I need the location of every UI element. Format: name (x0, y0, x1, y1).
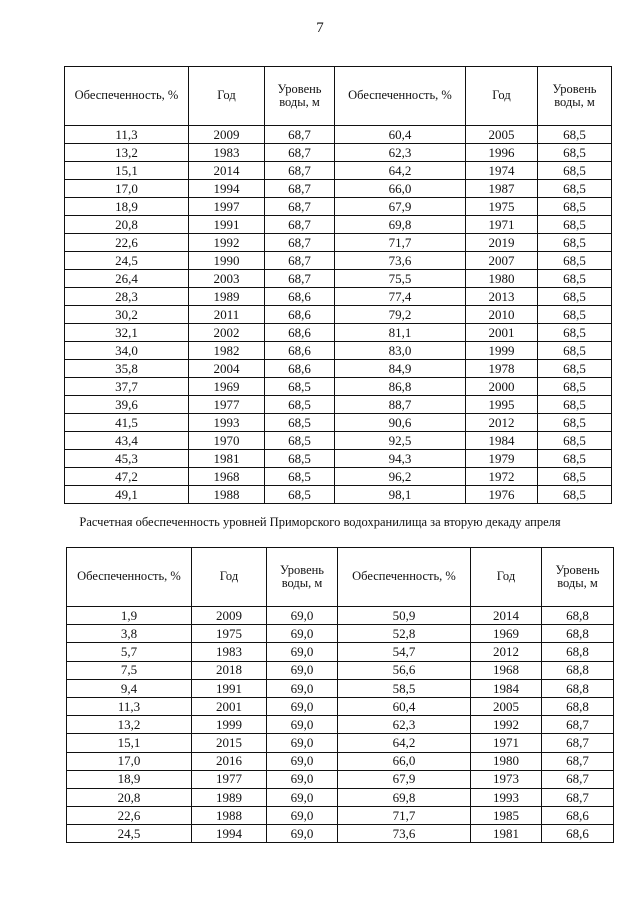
cell-water-level: 69,0 (267, 752, 338, 770)
table-row (65, 288, 612, 306)
cell-probability: 81,1 (335, 324, 466, 342)
cell-year: 1984 (466, 432, 538, 450)
cell-year: 1972 (466, 468, 538, 486)
cell-probability: 22,6 (67, 807, 192, 825)
cell-year: 2000 (466, 378, 538, 396)
cell-year: 1978 (466, 360, 538, 378)
table-row (65, 216, 612, 234)
cell-year: 2002 (189, 324, 265, 342)
cell-probability: 49,1 (65, 486, 189, 504)
header-probability: Обеспеченность, % (65, 67, 189, 126)
cell-water-level: 68,5 (538, 360, 612, 378)
cell-year: 2012 (471, 643, 542, 661)
cell-water-level: 68,7 (265, 216, 335, 234)
cell-year: 2018 (192, 661, 267, 679)
cell-water-level: 69,0 (267, 734, 338, 752)
cell-water-level: 68,7 (265, 126, 335, 144)
header-year: Год (189, 67, 265, 126)
cell-year: 2012 (466, 414, 538, 432)
cell-probability: 86,8 (335, 378, 466, 396)
header-probability: Обеспеченность, % (67, 548, 192, 607)
cell-probability: 67,9 (335, 198, 466, 216)
table-row (65, 234, 612, 252)
cell-year: 1984 (471, 679, 542, 697)
table-row (65, 360, 612, 378)
cell-probability: 62,3 (338, 716, 471, 734)
cell-probability: 43,4 (65, 432, 189, 450)
cell-water-level: 68,8 (542, 697, 614, 715)
table-row (65, 252, 612, 270)
cell-water-level: 68,5 (265, 468, 335, 486)
cell-water-level: 68,5 (265, 486, 335, 504)
cell-probability: 64,2 (335, 162, 466, 180)
table-header-row (67, 548, 614, 607)
cell-year: 1974 (466, 162, 538, 180)
cell-year: 1980 (471, 752, 542, 770)
cell-water-level: 69,0 (267, 607, 338, 625)
table-row (65, 162, 612, 180)
cell-water-level: 68,7 (542, 752, 614, 770)
cell-probability: 7,5 (67, 661, 192, 679)
cell-year: 1988 (192, 807, 267, 825)
cell-probability: 9,4 (67, 679, 192, 697)
cell-water-level: 68,5 (538, 324, 612, 342)
table-row (65, 378, 612, 396)
cell-probability: 50,9 (338, 607, 471, 625)
cell-year: 1989 (192, 788, 267, 806)
cell-water-level: 69,0 (267, 788, 338, 806)
cell-probability: 64,2 (338, 734, 471, 752)
cell-water-level: 68,7 (542, 788, 614, 806)
cell-year: 2005 (466, 126, 538, 144)
cell-water-level: 68,8 (542, 643, 614, 661)
cell-year: 1968 (189, 468, 265, 486)
cell-water-level: 68,5 (538, 216, 612, 234)
cell-year: 1999 (192, 716, 267, 734)
cell-probability: 13,2 (67, 716, 192, 734)
cell-probability: 88,7 (335, 396, 466, 414)
table-caption: Расчетная обеспеченность уровней Приморского водохранилища за вторую декаду апреля (79, 515, 561, 529)
cell-probability: 69,8 (338, 788, 471, 806)
cell-year: 1977 (189, 396, 265, 414)
cell-year: 2014 (471, 607, 542, 625)
header-water-level: Уровень воды, м (542, 548, 614, 607)
cell-water-level: 69,0 (267, 807, 338, 825)
cell-water-level: 68,7 (265, 162, 335, 180)
cell-probability: 71,7 (335, 234, 466, 252)
cell-water-level: 69,0 (267, 716, 338, 734)
cell-water-level: 68,6 (265, 306, 335, 324)
cell-water-level: 68,8 (542, 607, 614, 625)
cell-probability: 26,4 (65, 270, 189, 288)
cell-water-level: 68,5 (538, 468, 612, 486)
cell-water-level: 69,0 (267, 770, 338, 788)
cell-year: 2001 (192, 697, 267, 715)
header-probability: Обеспеченность, % (335, 67, 466, 126)
cell-probability: 98,1 (335, 486, 466, 504)
cell-probability: 75,5 (335, 270, 466, 288)
cell-year: 1981 (189, 450, 265, 468)
cell-year: 1991 (189, 216, 265, 234)
table-row (65, 414, 612, 432)
cell-probability: 17,0 (67, 752, 192, 770)
header-water-level: Уровень воды, м (267, 548, 338, 607)
cell-water-level: 69,0 (267, 643, 338, 661)
cell-probability: 66,0 (338, 752, 471, 770)
cell-water-level: 68,5 (538, 414, 612, 432)
cell-water-level: 68,7 (265, 198, 335, 216)
cell-probability: 58,5 (338, 679, 471, 697)
cell-probability: 18,9 (67, 770, 192, 788)
cell-water-level: 68,5 (538, 270, 612, 288)
cell-year: 1999 (466, 342, 538, 360)
cell-probability: 96,2 (335, 468, 466, 486)
water-level-table-2 (66, 547, 614, 843)
cell-water-level: 68,6 (265, 288, 335, 306)
cell-year: 1976 (466, 486, 538, 504)
header-year: Год (471, 548, 542, 607)
cell-year: 1975 (466, 198, 538, 216)
cell-probability: 79,2 (335, 306, 466, 324)
cell-water-level: 68,6 (265, 342, 335, 360)
cell-probability: 28,3 (65, 288, 189, 306)
cell-probability: 32,1 (65, 324, 189, 342)
cell-water-level: 68,5 (538, 162, 612, 180)
cell-year: 2019 (466, 234, 538, 252)
header-water-level: Уровень воды, м (265, 67, 335, 126)
table-row (67, 807, 614, 825)
cell-probability: 11,3 (67, 697, 192, 715)
cell-water-level: 68,5 (538, 198, 612, 216)
cell-year: 1982 (189, 342, 265, 360)
table-row (67, 643, 614, 661)
cell-probability: 18,9 (65, 198, 189, 216)
cell-probability: 84,9 (335, 360, 466, 378)
table-row (67, 825, 614, 843)
cell-probability: 60,4 (338, 697, 471, 715)
cell-probability: 20,8 (67, 788, 192, 806)
cell-water-level: 69,0 (267, 679, 338, 697)
cell-probability: 90,6 (335, 414, 466, 432)
cell-year: 1987 (466, 180, 538, 198)
cell-year: 2003 (189, 270, 265, 288)
cell-probability: 39,6 (65, 396, 189, 414)
table-row (65, 270, 612, 288)
cell-probability: 1,9 (67, 607, 192, 625)
table-row (65, 468, 612, 486)
cell-year: 1993 (471, 788, 542, 806)
cell-water-level: 68,7 (542, 770, 614, 788)
cell-water-level: 68,7 (265, 270, 335, 288)
cell-year: 1971 (466, 216, 538, 234)
cell-year: 2016 (192, 752, 267, 770)
cell-probability: 56,6 (338, 661, 471, 679)
cell-probability: 69,8 (335, 216, 466, 234)
cell-water-level: 69,0 (267, 825, 338, 843)
table-row (67, 716, 614, 734)
cell-year: 1977 (192, 770, 267, 788)
cell-probability: 24,5 (67, 825, 192, 843)
cell-year: 1995 (466, 396, 538, 414)
cell-year: 2011 (189, 306, 265, 324)
table-row (65, 324, 612, 342)
cell-year: 1994 (189, 180, 265, 198)
cell-probability: 20,8 (65, 216, 189, 234)
table-row (67, 625, 614, 643)
cell-year: 1989 (189, 288, 265, 306)
table-row (67, 607, 614, 625)
cell-probability: 71,7 (338, 807, 471, 825)
cell-water-level: 68,7 (265, 180, 335, 198)
cell-water-level: 68,5 (538, 342, 612, 360)
cell-water-level: 68,7 (542, 734, 614, 752)
table-header-row (65, 67, 612, 126)
cell-water-level: 68,5 (538, 450, 612, 468)
cell-year: 2013 (466, 288, 538, 306)
cell-probability: 37,7 (65, 378, 189, 396)
cell-probability: 60,4 (335, 126, 466, 144)
cell-probability: 92,5 (335, 432, 466, 450)
table-row (67, 770, 614, 788)
cell-probability: 17,0 (65, 180, 189, 198)
cell-probability: 5,7 (67, 643, 192, 661)
cell-water-level: 68,7 (265, 234, 335, 252)
cell-year: 1981 (471, 825, 542, 843)
cell-water-level: 68,6 (542, 825, 614, 843)
cell-year: 2009 (192, 607, 267, 625)
cell-year: 1980 (466, 270, 538, 288)
cell-probability: 24,5 (65, 252, 189, 270)
cell-year: 1975 (192, 625, 267, 643)
cell-probability: 52,8 (338, 625, 471, 643)
cell-probability: 30,2 (65, 306, 189, 324)
cell-water-level: 69,0 (267, 697, 338, 715)
cell-probability: 35,8 (65, 360, 189, 378)
table-row (65, 306, 612, 324)
table-row (65, 144, 612, 162)
cell-year: 1969 (471, 625, 542, 643)
cell-probability: 66,0 (335, 180, 466, 198)
header-water-level: Уровень воды, м (538, 67, 612, 126)
cell-water-level: 68,7 (542, 716, 614, 734)
cell-water-level: 68,5 (538, 180, 612, 198)
table-row (65, 342, 612, 360)
table-row (65, 180, 612, 198)
cell-water-level: 68,5 (538, 378, 612, 396)
cell-year: 1970 (189, 432, 265, 450)
cell-water-level: 68,5 (538, 234, 612, 252)
table-row (65, 396, 612, 414)
cell-year: 2007 (466, 252, 538, 270)
cell-year: 1992 (471, 716, 542, 734)
cell-water-level: 68,5 (265, 378, 335, 396)
cell-year: 1985 (471, 807, 542, 825)
cell-water-level: 68,5 (265, 432, 335, 450)
cell-water-level: 68,7 (265, 144, 335, 162)
cell-probability: 15,1 (67, 734, 192, 752)
cell-water-level: 68,7 (265, 252, 335, 270)
cell-year: 1969 (189, 378, 265, 396)
cell-probability: 11,3 (65, 126, 189, 144)
cell-water-level: 68,5 (538, 486, 612, 504)
cell-water-level: 68,6 (265, 324, 335, 342)
table-row (67, 734, 614, 752)
cell-probability: 3,8 (67, 625, 192, 643)
cell-probability: 77,4 (335, 288, 466, 306)
header-year: Год (466, 67, 538, 126)
cell-year: 2014 (189, 162, 265, 180)
cell-water-level: 69,0 (267, 661, 338, 679)
cell-probability: 54,7 (338, 643, 471, 661)
cell-probability: 22,6 (65, 234, 189, 252)
cell-water-level: 68,5 (538, 288, 612, 306)
table-row (67, 679, 614, 697)
table-row (67, 752, 614, 770)
cell-year: 2004 (189, 360, 265, 378)
cell-probability: 94,3 (335, 450, 466, 468)
cell-year: 1968 (471, 661, 542, 679)
cell-probability: 41,5 (65, 414, 189, 432)
cell-year: 1983 (192, 643, 267, 661)
cell-water-level: 68,8 (542, 625, 614, 643)
cell-probability: 13,2 (65, 144, 189, 162)
cell-water-level: 68,6 (542, 807, 614, 825)
cell-water-level: 68,8 (542, 661, 614, 679)
cell-water-level: 68,5 (265, 414, 335, 432)
cell-probability: 34,0 (65, 342, 189, 360)
cell-year: 1988 (189, 486, 265, 504)
cell-probability: 62,3 (335, 144, 466, 162)
cell-water-level: 68,5 (538, 432, 612, 450)
cell-water-level: 68,5 (538, 126, 612, 144)
cell-water-level: 68,5 (265, 450, 335, 468)
cell-year: 2010 (466, 306, 538, 324)
cell-year: 1983 (189, 144, 265, 162)
cell-probability: 47,2 (65, 468, 189, 486)
cell-water-level: 68,5 (538, 306, 612, 324)
cell-year: 2009 (189, 126, 265, 144)
cell-water-level: 69,0 (267, 625, 338, 643)
cell-probability: 83,0 (335, 342, 466, 360)
cell-water-level: 68,5 (265, 396, 335, 414)
cell-probability: 45,3 (65, 450, 189, 468)
page-number: 7 (316, 20, 324, 36)
cell-year: 1997 (189, 198, 265, 216)
table-row (67, 788, 614, 806)
table-row (67, 661, 614, 679)
cell-year: 1991 (192, 679, 267, 697)
cell-probability: 67,9 (338, 770, 471, 788)
cell-probability: 15,1 (65, 162, 189, 180)
cell-year: 1979 (466, 450, 538, 468)
cell-year: 2001 (466, 324, 538, 342)
water-level-table-1 (64, 66, 612, 504)
cell-water-level: 68,6 (265, 360, 335, 378)
cell-water-level: 68,5 (538, 396, 612, 414)
table-row (65, 126, 612, 144)
cell-year: 1971 (471, 734, 542, 752)
cell-probability: 73,6 (338, 825, 471, 843)
cell-year: 1990 (189, 252, 265, 270)
table-row (65, 450, 612, 468)
cell-year: 1994 (192, 825, 267, 843)
cell-probability: 73,6 (335, 252, 466, 270)
table-row (65, 198, 612, 216)
cell-year: 2005 (471, 697, 542, 715)
header-year: Год (192, 548, 267, 607)
cell-year: 1992 (189, 234, 265, 252)
cell-water-level: 68,8 (542, 679, 614, 697)
cell-year: 1993 (189, 414, 265, 432)
cell-year: 2015 (192, 734, 267, 752)
cell-year: 1973 (471, 770, 542, 788)
table-row (67, 697, 614, 715)
cell-water-level: 68,5 (538, 144, 612, 162)
header-probability: Обеспеченность, % (338, 548, 471, 607)
cell-year: 1996 (466, 144, 538, 162)
cell-water-level: 68,5 (538, 252, 612, 270)
table-row (65, 486, 612, 504)
table-row (65, 432, 612, 450)
